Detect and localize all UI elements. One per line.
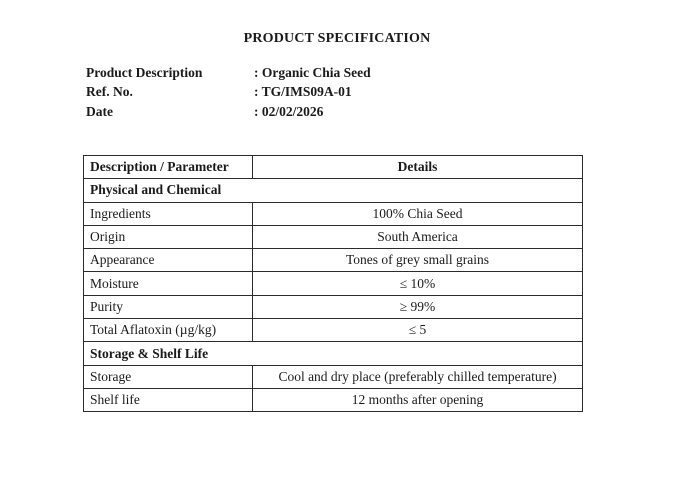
table-row [84, 319, 583, 342]
meta-value: : 02/02/2026 [254, 103, 324, 119]
meta-row-date [86, 102, 371, 122]
section-title: Physical and Chemical [84, 179, 583, 202]
meta-label: Product Description [86, 64, 203, 80]
meta-label: Ref. No. [86, 84, 133, 100]
specification-table [83, 155, 583, 412]
parameter-cell: Purity [84, 295, 253, 318]
parameter-cell: Storage [84, 365, 253, 388]
table-row [84, 272, 583, 295]
parameter-cell: Total Aflatoxin (µg/kg) [84, 319, 253, 342]
section-title: Storage & Shelf Life [84, 342, 583, 365]
table-row [84, 295, 583, 318]
detail-cell: Tones of grey small grains [253, 249, 583, 272]
table-row [84, 225, 583, 248]
section-row-physical-chemical [84, 179, 583, 202]
section-row-storage-shelf-life [84, 342, 583, 365]
parameter-cell: Appearance [84, 249, 253, 272]
header-details: Details [253, 156, 583, 179]
meta-row-product-description [86, 63, 371, 83]
table-row [84, 388, 583, 411]
meta-value: : Organic Chia Seed [254, 64, 371, 80]
header-parameter: Description / Parameter [84, 156, 253, 179]
meta-value: : TG/IMS09A-01 [254, 84, 352, 100]
detail-cell: 12 months after opening [253, 388, 583, 411]
table-header-row [84, 156, 583, 179]
parameter-cell: Origin [84, 225, 253, 248]
table-row [84, 249, 583, 272]
table-row [84, 202, 583, 225]
table-row [84, 365, 583, 388]
product-meta [86, 63, 371, 122]
document-title: PRODUCT SPECIFICATION [243, 31, 431, 46]
detail-cell: ≤ 5 [253, 319, 583, 342]
detail-cell: South America [253, 225, 583, 248]
detail-cell: 100% Chia Seed [253, 202, 583, 225]
detail-cell: ≤ 10% [253, 272, 583, 295]
detail-cell: Cool and dry place (preferably chilled temperature) [253, 365, 583, 388]
meta-label: Date [86, 103, 113, 119]
meta-row-ref-no [86, 83, 371, 103]
parameter-cell: Moisture [84, 272, 253, 295]
parameter-cell: Ingredients [84, 202, 253, 225]
parameter-cell: Shelf life [84, 388, 253, 411]
detail-cell: ≥ 99% [253, 295, 583, 318]
